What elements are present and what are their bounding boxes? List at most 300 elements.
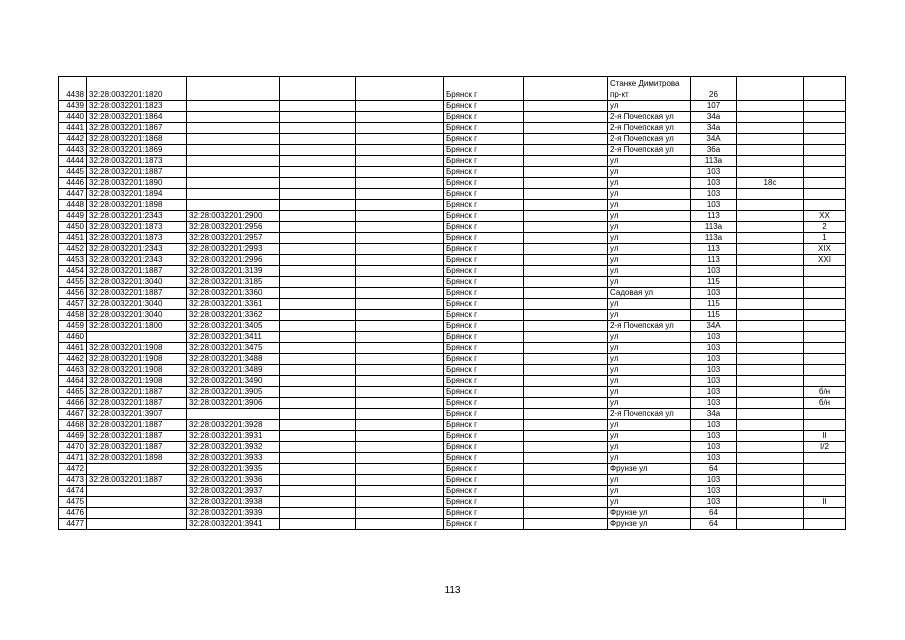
row-number-cell: 4442 [59, 134, 87, 145]
city-cell: Брянск г [444, 233, 524, 244]
empty-cell [524, 354, 608, 365]
table-row [59, 365, 846, 376]
empty-cell [524, 365, 608, 376]
premises-cadastral-number-cell [187, 156, 280, 167]
table-row [59, 167, 846, 178]
empty-cell [524, 387, 608, 398]
street-cell: ул [608, 431, 691, 442]
empty-cell [524, 464, 608, 475]
cadastral-number-cell: 32:28:0032201:2343 [87, 211, 187, 222]
cadastral-number-cell: 32:28:0032201:1887 [87, 420, 187, 431]
empty-cell [280, 354, 356, 365]
building-cell [737, 167, 804, 178]
row-number-cell: 4439 [59, 101, 87, 112]
building-cell [737, 409, 804, 420]
row-number-cell: 4473 [59, 475, 87, 486]
building-cell [737, 101, 804, 112]
city-cell: Брянск г [444, 112, 524, 123]
empty-cell [280, 112, 356, 123]
premises-cadastral-number-cell: 32:28:0032201:2956 [187, 222, 280, 233]
empty-cell [356, 310, 444, 321]
premises-cell [804, 453, 846, 464]
row-number-cell: 4446 [59, 178, 87, 189]
city-cell: Брянск г [444, 497, 524, 508]
street-cell: 2-я Почепская ул [608, 134, 691, 145]
empty-cell [524, 266, 608, 277]
empty-cell [524, 77, 608, 101]
empty-cell [280, 519, 356, 530]
table-row [59, 277, 846, 288]
house-number-cell: 103 [691, 266, 737, 277]
row-number-cell: 4453 [59, 255, 87, 266]
house-number-cell: 107 [691, 101, 737, 112]
table-row [59, 77, 846, 101]
row-number-cell: 4469 [59, 431, 87, 442]
cadastral-number-cell: 32:28:0032201:1867 [87, 123, 187, 134]
city-cell: Брянск г [444, 244, 524, 255]
table-row [59, 233, 846, 244]
premises-cell [804, 409, 846, 420]
city-cell: Брянск г [444, 508, 524, 519]
empty-cell [280, 123, 356, 134]
row-number-cell: 4447 [59, 189, 87, 200]
register-table [58, 76, 846, 530]
premises-cadastral-number-cell [187, 145, 280, 156]
row-number-cell: 4441 [59, 123, 87, 134]
building-cell [737, 123, 804, 134]
table-row [59, 398, 846, 409]
house-number-cell: 26 [691, 77, 737, 101]
table-row [59, 112, 846, 123]
street-cell: ул [608, 365, 691, 376]
premises-cell: XXI [804, 255, 846, 266]
premises-cell [804, 101, 846, 112]
empty-cell [280, 178, 356, 189]
premises-cadastral-number-cell: 32:28:0032201:3185 [187, 277, 280, 288]
empty-cell [524, 112, 608, 123]
cadastral-number-cell [87, 497, 187, 508]
street-cell: ул [608, 354, 691, 365]
empty-cell [280, 222, 356, 233]
empty-cell [280, 497, 356, 508]
row-number-cell: 4465 [59, 387, 87, 398]
house-number-cell: 103 [691, 453, 737, 464]
building-cell [737, 321, 804, 332]
city-cell: Брянск г [444, 189, 524, 200]
cadastral-number-cell: 32:28:0032201:3040 [87, 310, 187, 321]
empty-cell [524, 497, 608, 508]
cadastral-number-cell: 32:28:0032201:1887 [87, 398, 187, 409]
row-number-cell: 4464 [59, 376, 87, 387]
empty-cell [280, 409, 356, 420]
house-number-cell: 64 [691, 464, 737, 475]
cadastral-number-cell: 32:28:0032201:1864 [87, 112, 187, 123]
row-number-cell: 4476 [59, 508, 87, 519]
premises-cadastral-number-cell [187, 409, 280, 420]
house-number-cell: 113 [691, 255, 737, 266]
building-cell [737, 442, 804, 453]
table-row [59, 486, 846, 497]
premises-cadastral-number-cell: 32:28:0032201:3490 [187, 376, 280, 387]
premises-cell [804, 519, 846, 530]
premises-cell: II [804, 497, 846, 508]
house-number-cell: 103 [691, 332, 737, 343]
cadastral-number-cell: 32:28:0032201:1800 [87, 321, 187, 332]
building-cell [737, 431, 804, 442]
house-number-cell: 103 [691, 200, 737, 211]
house-number-cell: 103 [691, 376, 737, 387]
empty-cell [524, 288, 608, 299]
street-cell: ул [608, 310, 691, 321]
premises-cell [804, 145, 846, 156]
cadastral-number-cell [87, 464, 187, 475]
building-cell [737, 211, 804, 222]
building-cell [737, 222, 804, 233]
row-number-cell: 4448 [59, 200, 87, 211]
row-number-cell: 4456 [59, 288, 87, 299]
house-number-cell: 113а [691, 222, 737, 233]
premises-cadastral-number-cell: 32:28:0032201:2957 [187, 233, 280, 244]
house-number-cell: 103 [691, 398, 737, 409]
building-cell [737, 420, 804, 431]
empty-cell [356, 145, 444, 156]
premises-cadastral-number-cell: 32:28:0032201:3475 [187, 343, 280, 354]
row-number-cell: 4452 [59, 244, 87, 255]
table-body [59, 77, 846, 530]
premises-cadastral-number-cell: 32:28:0032201:2996 [187, 255, 280, 266]
row-number-cell: 4472 [59, 464, 87, 475]
cadastral-number-cell: 32:28:0032201:1887 [87, 442, 187, 453]
city-cell: Брянск г [444, 442, 524, 453]
street-cell: ул [608, 497, 691, 508]
building-cell [737, 277, 804, 288]
empty-cell [524, 376, 608, 387]
empty-cell [356, 123, 444, 134]
empty-cell [280, 343, 356, 354]
table-row [59, 178, 846, 189]
empty-cell [356, 299, 444, 310]
cadastral-number-cell: 32:28:0032201:2343 [87, 255, 187, 266]
street-cell: ул [608, 211, 691, 222]
empty-cell [524, 178, 608, 189]
empty-cell [280, 288, 356, 299]
premises-cadastral-number-cell [187, 123, 280, 134]
building-cell [737, 343, 804, 354]
premises-cadastral-number-cell: 32:28:0032201:3937 [187, 486, 280, 497]
premises-cell [804, 77, 846, 101]
building-cell [737, 475, 804, 486]
empty-cell [524, 145, 608, 156]
empty-cell [524, 255, 608, 266]
empty-cell [356, 134, 444, 145]
building-cell [737, 376, 804, 387]
building-cell [737, 112, 804, 123]
city-cell: Брянск г [444, 365, 524, 376]
empty-cell [280, 200, 356, 211]
building-cell [737, 453, 804, 464]
empty-cell [524, 299, 608, 310]
premises-cell [804, 288, 846, 299]
empty-cell [356, 365, 444, 376]
empty-cell [280, 475, 356, 486]
premises-cell [804, 189, 846, 200]
premises-cadastral-number-cell: 32:28:0032201:3361 [187, 299, 280, 310]
house-number-cell: 113 [691, 211, 737, 222]
row-number-cell: 4471 [59, 453, 87, 464]
street-cell: ул [608, 343, 691, 354]
table-row [59, 409, 846, 420]
premises-cadastral-number-cell: 32:28:0032201:3360 [187, 288, 280, 299]
empty-cell [524, 486, 608, 497]
house-number-cell: 103 [691, 475, 737, 486]
city-cell: Брянск г [444, 178, 524, 189]
city-cell: Брянск г [444, 453, 524, 464]
building-cell [737, 365, 804, 376]
empty-cell [280, 332, 356, 343]
cadastral-number-cell: 32:28:0032201:1898 [87, 200, 187, 211]
city-cell: Брянск г [444, 343, 524, 354]
premises-cadastral-number-cell: 32:28:0032201:3489 [187, 365, 280, 376]
premises-cell: XIX [804, 244, 846, 255]
table-row [59, 420, 846, 431]
empty-cell [524, 200, 608, 211]
street-cell: Фрунзе ул [608, 464, 691, 475]
city-cell: Брянск г [444, 299, 524, 310]
empty-cell [356, 222, 444, 233]
city-cell: Брянск г [444, 486, 524, 497]
table-row [59, 288, 846, 299]
premises-cell: I/2 [804, 442, 846, 453]
empty-cell [280, 310, 356, 321]
city-cell: Брянск г [444, 420, 524, 431]
building-cell [737, 255, 804, 266]
empty-cell [280, 145, 356, 156]
street-cell: Садовая ул [608, 288, 691, 299]
premises-cadastral-number-cell [187, 101, 280, 112]
page-number: 113 [444, 585, 461, 596]
cadastral-number-cell: 32:28:0032201:2343 [87, 244, 187, 255]
empty-cell [524, 134, 608, 145]
cadastral-number-cell: 32:28:0032201:1887 [87, 387, 187, 398]
house-number-cell: 103 [691, 288, 737, 299]
premises-cadastral-number-cell: 32:28:0032201:3905 [187, 387, 280, 398]
building-cell [737, 508, 804, 519]
premises-cell [804, 200, 846, 211]
house-number-cell: 34А [691, 134, 737, 145]
house-number-cell: 103 [691, 365, 737, 376]
empty-cell [356, 156, 444, 167]
street-cell: ул [608, 189, 691, 200]
house-number-cell: 103 [691, 189, 737, 200]
premises-cadastral-number-cell [187, 167, 280, 178]
empty-cell [524, 508, 608, 519]
row-number-cell: 4449 [59, 211, 87, 222]
city-cell: Брянск г [444, 134, 524, 145]
premises-cell: 1 [804, 233, 846, 244]
table-row [59, 299, 846, 310]
empty-cell [356, 200, 444, 211]
empty-cell [280, 420, 356, 431]
street-cell: 2-я Почепская ул [608, 123, 691, 134]
building-cell [737, 497, 804, 508]
cadastral-number-cell: 32:28:0032201:1890 [87, 178, 187, 189]
empty-cell [356, 442, 444, 453]
house-number-cell: 113а [691, 156, 737, 167]
building-cell [737, 464, 804, 475]
street-cell: ул [608, 420, 691, 431]
empty-cell [524, 222, 608, 233]
premises-cell: б/н [804, 398, 846, 409]
house-number-cell: 115 [691, 310, 737, 321]
cadastral-number-cell [87, 486, 187, 497]
house-number-cell: 34А [691, 321, 737, 332]
house-number-cell: 113 [691, 244, 737, 255]
building-cell [737, 200, 804, 211]
street-cell: ул [608, 266, 691, 277]
row-number-cell: 4466 [59, 398, 87, 409]
row-number-cell: 4461 [59, 343, 87, 354]
street-cell: ул [608, 486, 691, 497]
cadastral-number-cell [87, 519, 187, 530]
table-row [59, 101, 846, 112]
building-cell [737, 486, 804, 497]
city-cell: Брянск г [444, 387, 524, 398]
empty-cell [356, 464, 444, 475]
building-cell [737, 77, 804, 101]
city-cell: Брянск г [444, 211, 524, 222]
row-number-cell: 4454 [59, 266, 87, 277]
table-row [59, 211, 846, 222]
row-number-cell: 4445 [59, 167, 87, 178]
premises-cadastral-number-cell: 32:28:0032201:3928 [187, 420, 280, 431]
empty-cell [524, 343, 608, 354]
cadastral-number-cell: 32:28:0032201:1894 [87, 189, 187, 200]
city-cell: Брянск г [444, 277, 524, 288]
house-number-cell: 36а [691, 145, 737, 156]
premises-cell [804, 310, 846, 321]
cadastral-number-cell: 32:28:0032201:1898 [87, 453, 187, 464]
street-cell: ул [608, 277, 691, 288]
cadastral-number-cell: 32:28:0032201:1820 [87, 77, 187, 101]
empty-cell [356, 431, 444, 442]
house-number-cell: 115 [691, 277, 737, 288]
empty-cell [280, 376, 356, 387]
city-cell: Брянск г [444, 376, 524, 387]
empty-cell [356, 112, 444, 123]
row-number-cell: 4459 [59, 321, 87, 332]
cadastral-number-cell: 32:28:0032201:1887 [87, 475, 187, 486]
cadastral-number-cell [87, 508, 187, 519]
empty-cell [524, 277, 608, 288]
empty-cell [524, 310, 608, 321]
cadastral-number-cell: 32:28:0032201:1823 [87, 101, 187, 112]
cadastral-number-cell: 32:28:0032201:3907 [87, 409, 187, 420]
row-number-cell: 4457 [59, 299, 87, 310]
premises-cadastral-number-cell: 32:28:0032201:3939 [187, 508, 280, 519]
building-cell: 18с [737, 178, 804, 189]
row-number-cell: 4463 [59, 365, 87, 376]
premises-cell [804, 167, 846, 178]
premises-cell [804, 486, 846, 497]
street-cell: ул [608, 222, 691, 233]
empty-cell [280, 431, 356, 442]
street-cell: ул [608, 156, 691, 167]
empty-cell [280, 508, 356, 519]
empty-cell [524, 332, 608, 343]
city-cell: Брянск г [444, 222, 524, 233]
street-cell: ул [608, 178, 691, 189]
premises-cadastral-number-cell [187, 134, 280, 145]
table-row [59, 222, 846, 233]
city-cell: Брянск г [444, 288, 524, 299]
empty-cell [356, 332, 444, 343]
empty-cell [356, 321, 444, 332]
premises-cell [804, 365, 846, 376]
empty-cell [356, 519, 444, 530]
premises-cadastral-number-cell [187, 178, 280, 189]
empty-cell [524, 189, 608, 200]
city-cell: Брянск г [444, 156, 524, 167]
premises-cadastral-number-cell: 32:28:0032201:2900 [187, 211, 280, 222]
empty-cell [280, 266, 356, 277]
table-row [59, 310, 846, 321]
house-number-cell: 103 [691, 167, 737, 178]
empty-cell [356, 277, 444, 288]
city-cell: Брянск г [444, 475, 524, 486]
empty-cell [524, 211, 608, 222]
city-cell: Брянск г [444, 409, 524, 420]
empty-cell [356, 233, 444, 244]
premises-cadastral-number-cell: 32:28:0032201:3362 [187, 310, 280, 321]
empty-cell [280, 134, 356, 145]
table-row [59, 332, 846, 343]
building-cell [737, 134, 804, 145]
premises-cell [804, 299, 846, 310]
city-cell: Брянск г [444, 255, 524, 266]
premises-cadastral-number-cell: 32:28:0032201:3936 [187, 475, 280, 486]
empty-cell [280, 233, 356, 244]
premises-cadastral-number-cell: 32:28:0032201:3933 [187, 453, 280, 464]
empty-cell [280, 211, 356, 222]
building-cell [737, 354, 804, 365]
premises-cadastral-number-cell: 32:28:0032201:3488 [187, 354, 280, 365]
street-cell: Фрунзе ул [608, 519, 691, 530]
empty-cell [524, 156, 608, 167]
empty-cell [356, 211, 444, 222]
street-cell: ул [608, 332, 691, 343]
empty-cell [356, 387, 444, 398]
city-cell: Брянск г [444, 266, 524, 277]
empty-cell [356, 409, 444, 420]
premises-cell [804, 266, 846, 277]
street-cell: ул [608, 398, 691, 409]
street-cell: 2-я Почепская ул [608, 145, 691, 156]
premises-cell [804, 376, 846, 387]
building-cell [737, 233, 804, 244]
street-cell: ул [608, 442, 691, 453]
empty-cell [524, 453, 608, 464]
empty-cell [356, 376, 444, 387]
empty-cell [356, 420, 444, 431]
row-number-cell: 4438 [59, 77, 87, 101]
building-cell [737, 145, 804, 156]
table-row [59, 134, 846, 145]
empty-cell [280, 321, 356, 332]
table-row [59, 387, 846, 398]
building-cell [737, 266, 804, 277]
house-number-cell: 103 [691, 387, 737, 398]
table-row [59, 508, 846, 519]
